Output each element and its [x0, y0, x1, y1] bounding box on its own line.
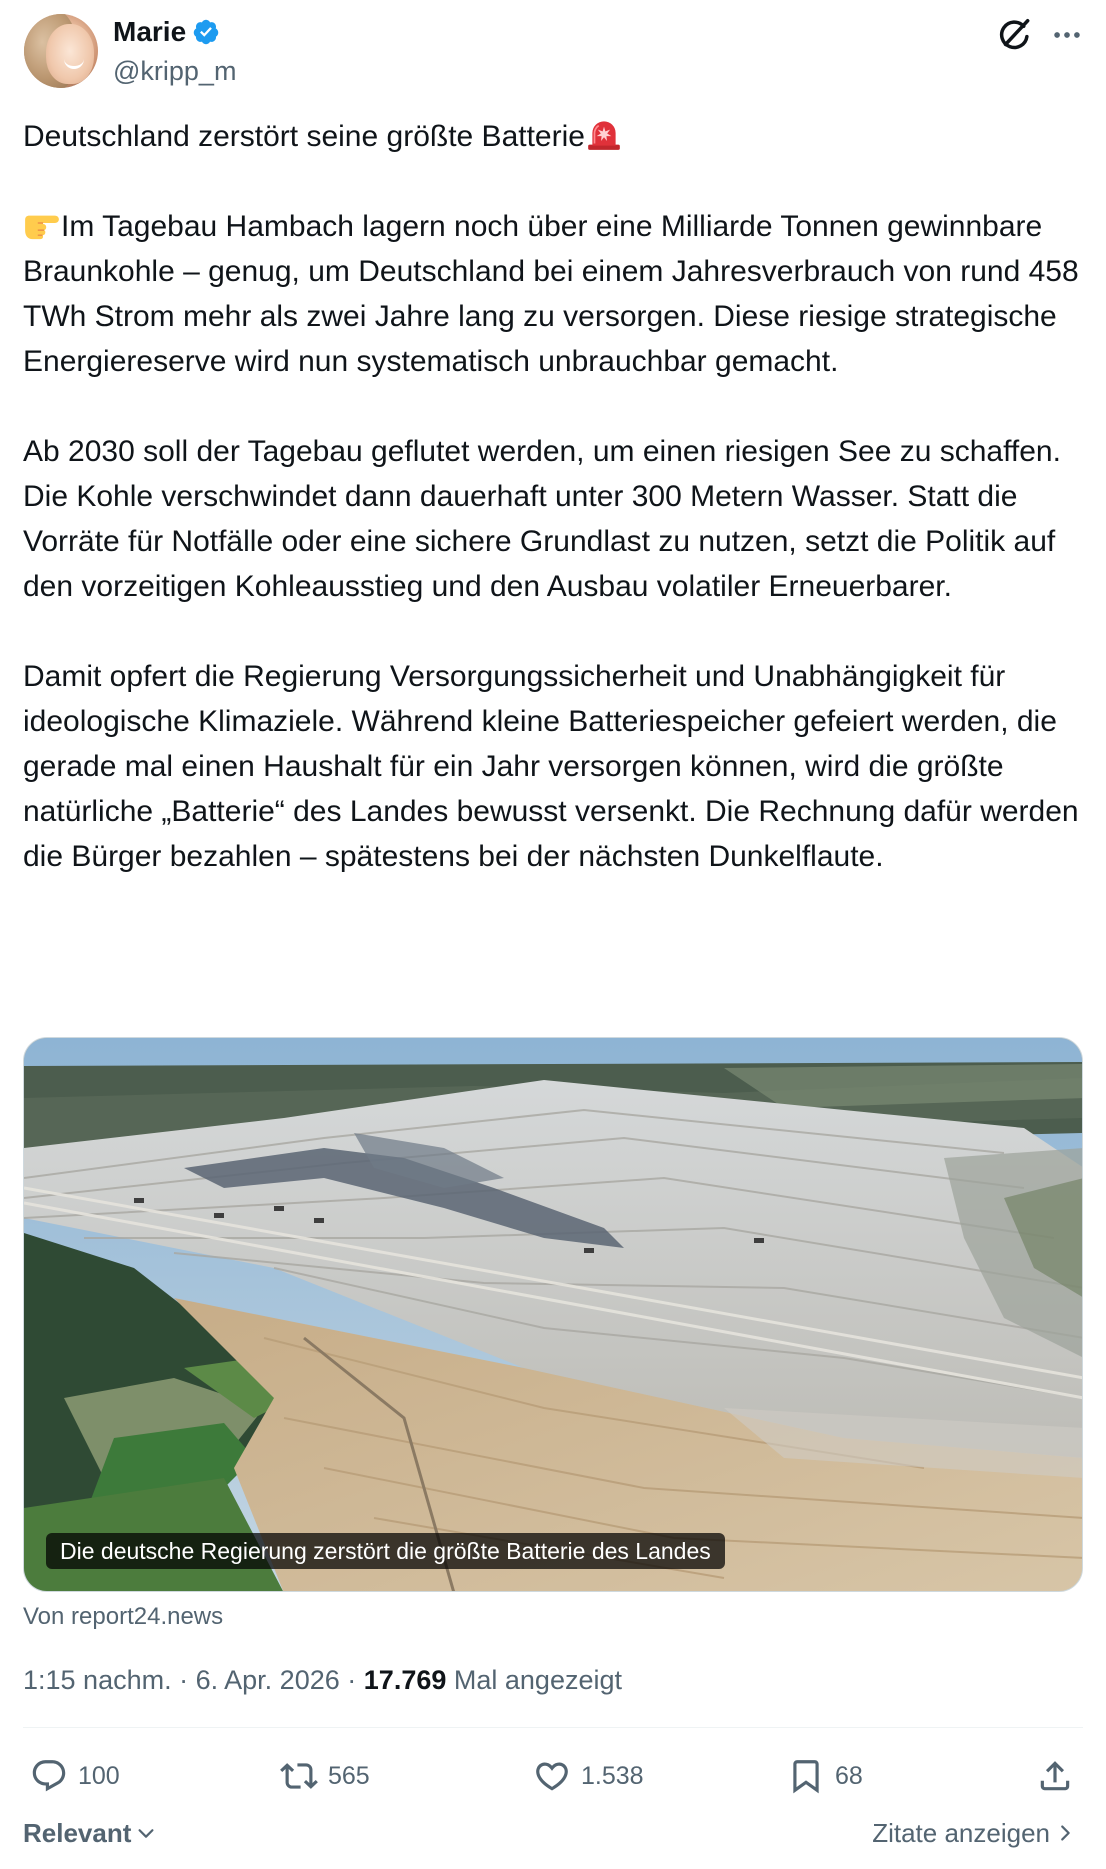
tweet-paragraph-2-text: Im Tagebau Hambach lagern noch über eine Milliarde Tonnen gewinnbare Braunkohle – genug, um Deutschland bei einem Jahresverbrauch von rund 458 TWh Strom mehr als zwei Jahre lang zu versorgen. Diese riesige strategische Energiereserve wird nun systematisch unbrauchbar gemacht. [23, 210, 1079, 378]
quotes-label: Zitate anzeigen [872, 1818, 1050, 1848]
sort-label: Relevant [23, 1818, 132, 1848]
bookmark-icon [787, 1757, 825, 1795]
tweet-date[interactable]: 6. Apr. 2026 [195, 1665, 340, 1695]
reply-count: 100 [78, 1761, 120, 1790]
avatar-face [46, 24, 94, 84]
tweet-paragraph-3: Ab 2030 soll der Tagebau geflutet werden, um einen riesigen See zu schaffen. Die Kohle verschwindet dann dauerhaft unter 300 Metern Wasser. Statt die Vorräte für Notfälle oder eine sichere Grundlast zu nutzen, setzt die Politik auf den vorzeitigen Kohleausstieg und den Ausbau volatiler Erneuerbarer. [23, 435, 1061, 603]
like-button[interactable] [533, 1756, 644, 1796]
meta-separator: · [347, 1665, 357, 1695]
divider [23, 1727, 1083, 1728]
open-pit-mine-photo [24, 1038, 1083, 1592]
rotating-light-emoji-icon [585, 114, 623, 152]
chevron-right-icon [1054, 1822, 1076, 1844]
tweet-time[interactable]: 1:15 nachm. [23, 1665, 172, 1695]
tweet-paragraph-1-text: Deutschland zerstört seine größte Batterie [23, 120, 585, 153]
meta-separator: · [179, 1665, 189, 1695]
share-icon [1036, 1757, 1074, 1795]
link-source[interactable]: Von report24.news [23, 1603, 224, 1630]
reply-button[interactable] [30, 1756, 120, 1796]
verified-badge-icon[interactable] [192, 18, 220, 46]
avatar[interactable] [24, 14, 98, 88]
author-display-name-row[interactable] [113, 14, 220, 50]
view-quotes-link[interactable] [872, 1815, 1076, 1851]
tweet-text [23, 114, 1083, 879]
repost-button[interactable] [280, 1756, 370, 1796]
tweet-paragraph-4: Damit opfert die Regierung Versorgungssicherheit und Unabhängigkeit für ideologische Klimaziele. Während kleine Batteriespeicher gefeiert werden, die gerade mal einen Haushalt für ein Jahr versorgen können, wird die größte natürliche „Batterie“ des Landes bewusst versenkt. Die Rechnung dafür werden die Bürger bezahlen – spätestens bei der nächsten Dunkelflaute. [23, 660, 1079, 873]
bookmark-button[interactable] [787, 1756, 863, 1796]
tweet-paragraph-1 [23, 114, 1083, 159]
reply-icon [30, 1757, 68, 1795]
grok-icon[interactable] [996, 16, 1034, 54]
repost-icon [280, 1757, 318, 1795]
share-button[interactable] [1036, 1756, 1084, 1796]
sort-dropdown[interactable] [23, 1815, 157, 1851]
like-count: 1.538 [581, 1761, 644, 1790]
tweet-paragraph-2 [23, 204, 1083, 384]
view-count-label: Mal angezeigt [453, 1665, 622, 1695]
link-card-image[interactable] [23, 1037, 1083, 1592]
author-handle[interactable]: @kripp_m [113, 56, 237, 86]
tweet-meta [23, 1662, 622, 1698]
more-options-icon[interactable] [1050, 18, 1084, 52]
image-caption: Die deutsche Regierung zerstört die größte Batterie des Landes [46, 1533, 725, 1569]
pointing-hand-emoji-icon [23, 204, 61, 242]
repost-count: 565 [328, 1761, 370, 1790]
heart-icon [533, 1757, 571, 1795]
chevron-down-icon [135, 1822, 157, 1844]
author-display-name[interactable]: Marie [113, 16, 187, 47]
view-count: 17.769 [363, 1665, 447, 1695]
bookmark-count: 68 [835, 1761, 863, 1790]
